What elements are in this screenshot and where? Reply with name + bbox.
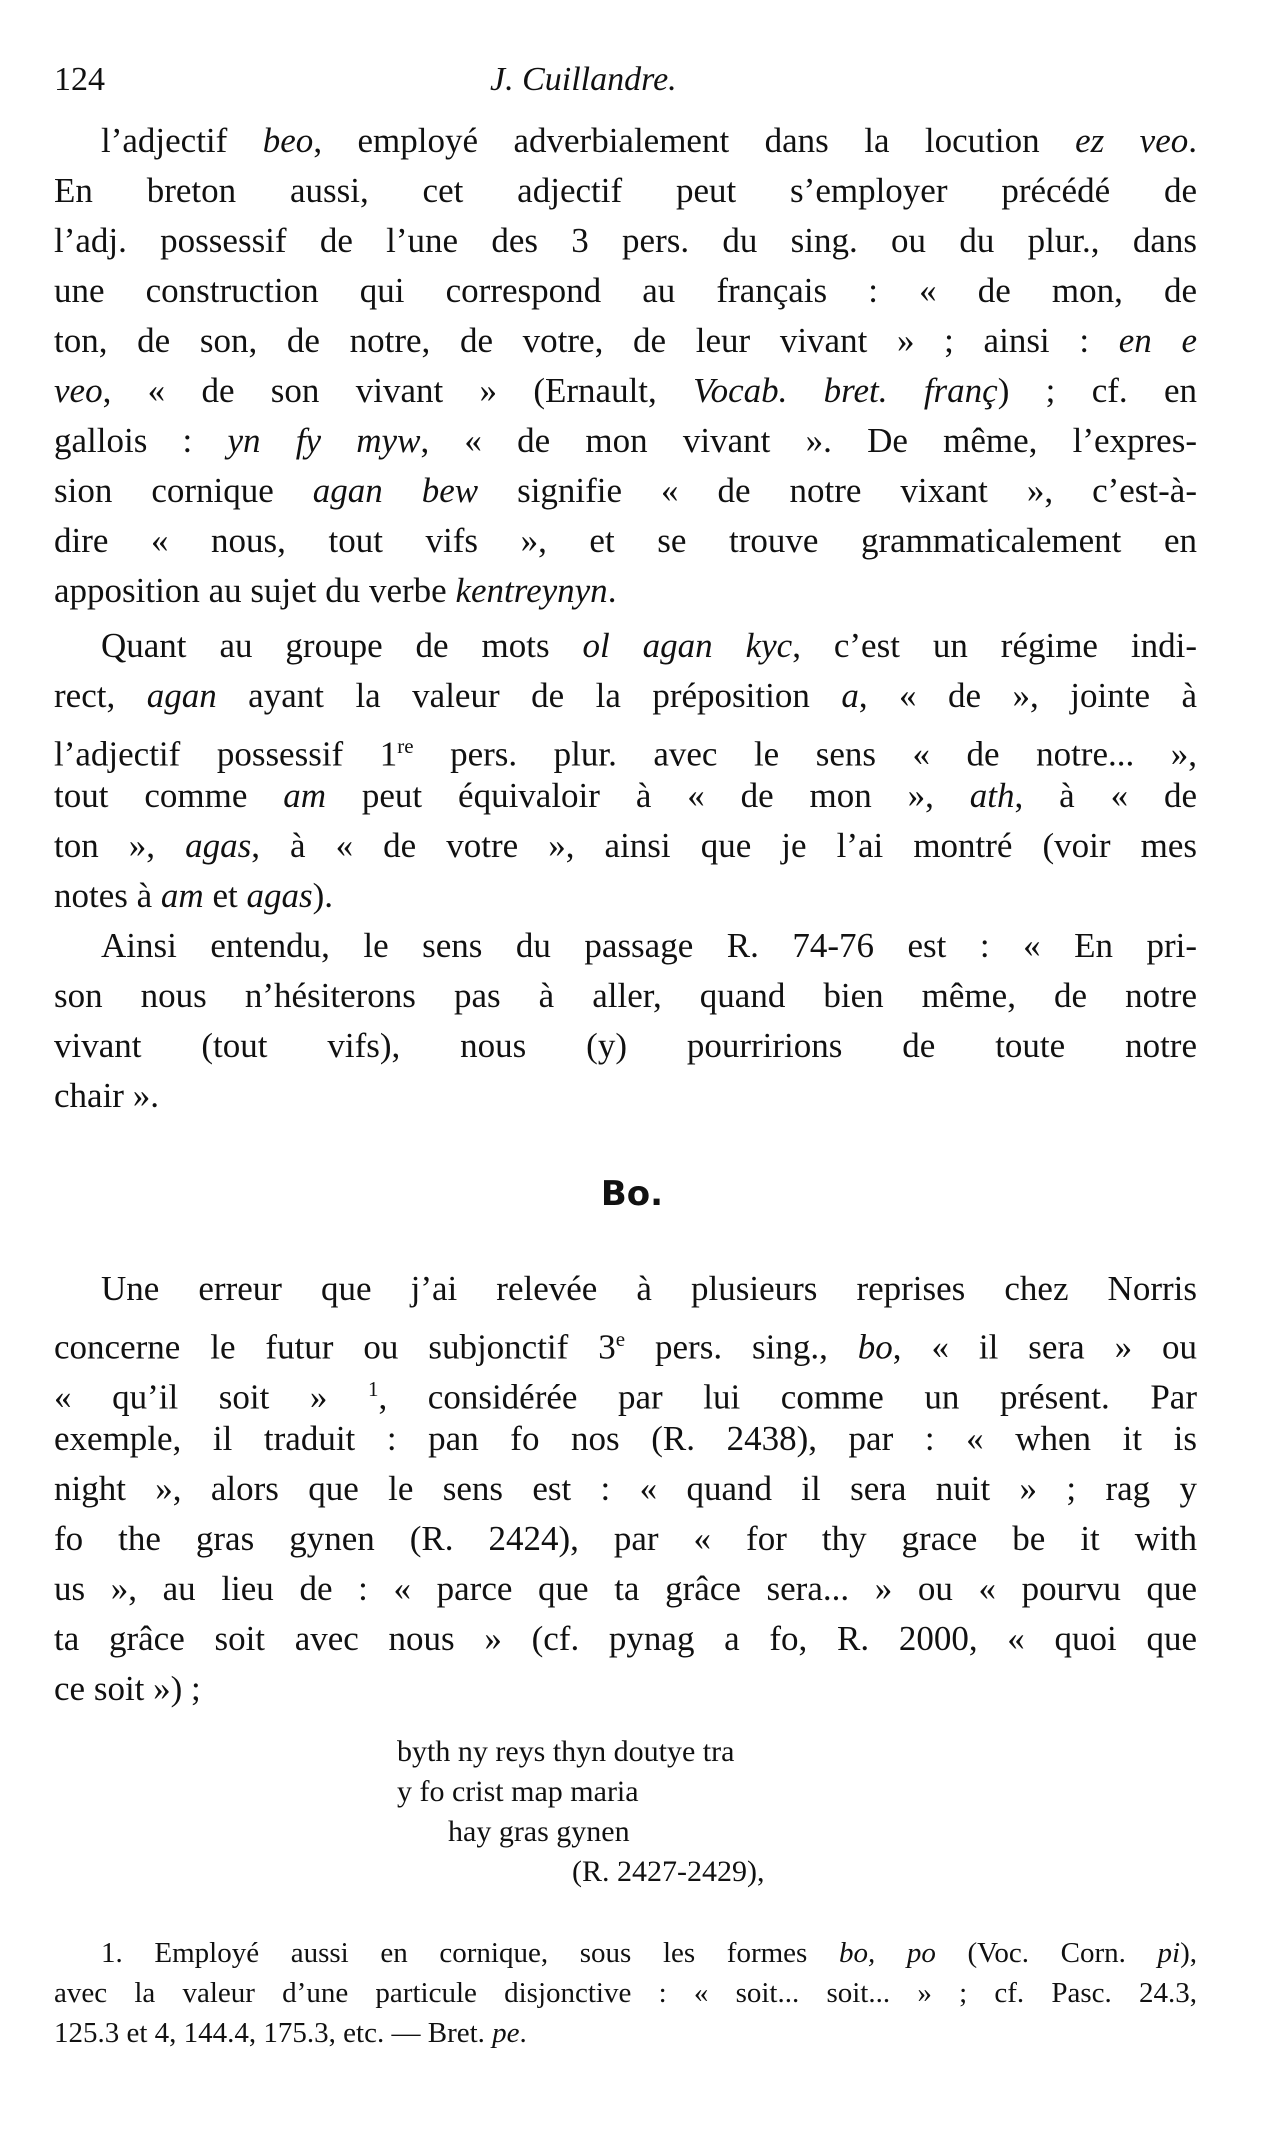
text-run: ce soit ») ; (54, 1669, 201, 1708)
text-line (54, 674, 1197, 718)
text-run: ). (312, 876, 333, 915)
text-line (54, 1667, 1197, 1711)
italic-text: agas (185, 826, 252, 865)
text-run: 1. Employé aussi en cornique, sous les formes (101, 1937, 839, 1969)
text-line (54, 519, 1197, 563)
text-run: ayant la valeur de la préposition (216, 676, 842, 715)
text-line (54, 1367, 1197, 1417)
text-run: tout comme (54, 776, 284, 815)
text-run: signifie « de notre vixant », c’est-à- (478, 471, 1197, 510)
text-line (54, 1567, 1197, 1611)
italic-text: bo (857, 1327, 893, 1367)
text-run: chair ». (54, 1076, 159, 1115)
text-run: apposition au sujet du verbe (54, 571, 456, 610)
text-line (54, 1517, 1197, 1561)
text-line (54, 1971, 1197, 2015)
text-run: , à « de votre », ainsi que je l’ai montré (voir mes (251, 826, 1197, 865)
text-line (101, 624, 1197, 668)
text-run: pers. sing., (625, 1327, 858, 1367)
italic-text: ath (969, 776, 1015, 815)
text-run: , « il sera » ou (892, 1327, 1198, 1367)
italic-text: Vocab. bret. franç (693, 371, 998, 410)
verse-line: byth ny reys thyn doutye tra (397, 1735, 735, 1768)
text-run: notes à (54, 876, 161, 915)
text-run: ) ; cf. en (997, 371, 1197, 410)
page-number: 124 (54, 61, 105, 98)
text-run: concerne le futur ou subjonctif 3 (54, 1327, 616, 1367)
italic-text: yn fy myw (227, 421, 421, 460)
text-run: pers. plur. avec le sens « de notre... », (413, 734, 1197, 774)
text-line (54, 469, 1197, 513)
italic-text: ez veo (1075, 121, 1189, 160)
text-run: ton », (54, 826, 186, 865)
text-line (101, 924, 1197, 968)
text-run: us », au lieu de : « parce que ta grâce sera... » ou « pourvu que (54, 1569, 1197, 1608)
italic-text: am (283, 776, 327, 815)
italic-text: a (841, 676, 859, 715)
text-run: l’adj. possessif de l’une des 3 pers. du sing. ou du plur., dans (54, 221, 1197, 260)
italic-text: agan bew (312, 471, 479, 510)
text-line (54, 419, 1197, 463)
running-head: J. Cuillandre. (490, 61, 677, 98)
verse-line: (R. 2427-2429), (572, 1855, 765, 1888)
italic-text: en e (1118, 321, 1197, 360)
text-line (54, 2011, 1197, 2055)
text-run: l’adjectif possessif 1 (54, 734, 398, 774)
text-run: Une erreur que j’ai relevée à plusieurs reprises chez Norris (101, 1269, 1197, 1308)
text-run: une construction qui correspond au français : « de mon, de (54, 271, 1197, 310)
text-run: Ainsi entendu, le sens du passage R. 74-76 est : « En pri- (101, 926, 1197, 965)
text-run: night », alors que le sens est : « quand il sera nuit » ; rag y (54, 1469, 1197, 1508)
text-run: . (1188, 121, 1197, 160)
text-run: « qu’il soit » (54, 1377, 368, 1417)
text-run: (Voc. Corn. (935, 1937, 1158, 1969)
italic-text: am (160, 876, 204, 915)
text-line (54, 319, 1197, 363)
text-line (54, 1617, 1197, 1661)
text-run: En breton aussi, cet adjectif peut s’employer précédé de (54, 171, 1197, 210)
italic-text: kentreynyn (455, 571, 608, 610)
text-run: 125.3 et 4, 144.4, 175.3, etc. — Bret. (54, 2017, 493, 2049)
text-run: vivant (tout vifs), nous (y) pourririons de toute notre (54, 1026, 1197, 1065)
text-run: ), (1180, 1937, 1197, 1969)
text-run: , considérée par lui comme un présent. Par (378, 1377, 1197, 1417)
text-run: fo the gras gynen (R. 2424), par « for thy grace be it with (54, 1519, 1197, 1558)
text-run: , « de mon vivant ». De même, l’expres- (420, 421, 1197, 460)
italic-text: agan (146, 676, 217, 715)
text-run: l’adjectif (101, 121, 263, 160)
text-run: . (607, 571, 617, 610)
text-run: , c’est un régime indi- (792, 626, 1197, 665)
text-line (54, 974, 1197, 1018)
italic-text: bo, po (838, 1937, 936, 1969)
verse-line: hay gras gynen (448, 1815, 630, 1848)
text-line (54, 369, 1197, 413)
text-line (101, 1267, 1197, 1311)
text-run: . (519, 2017, 527, 2049)
text-run: son nous n’hésiterons pas à aller, quand bien même, de notre (54, 976, 1197, 1015)
text-run: , « de », jointe à (858, 676, 1198, 715)
text-line (54, 219, 1197, 263)
verse-line: y fo crist map maria (397, 1775, 639, 1808)
text-line (54, 569, 1197, 613)
text-line (54, 724, 1197, 774)
text-line (54, 1417, 1197, 1461)
text-line (54, 874, 1197, 918)
section-title: Bo. (600, 1174, 664, 1214)
text-line (54, 824, 1197, 868)
italic-text: pi (1157, 1937, 1181, 1969)
text-run: ton, de son, de notre, de votre, de leur vivant » ; ainsi : (54, 321, 1119, 360)
italic-text: beo (262, 121, 314, 160)
italic-text: veo (54, 371, 103, 410)
text-run: exemple, il traduit : pan fo nos (R. 2438), par : « when it is (54, 1419, 1197, 1458)
superscript: e (615, 1327, 626, 1351)
text-run: avec la valeur d’une particule disjonctive : « soit... soit... » ; cf. Pasc. 24.3, (54, 1977, 1197, 2009)
text-run: peut équivaloir à « de mon », (326, 776, 970, 815)
text-line (54, 1074, 1197, 1118)
italic-text: agas (246, 876, 313, 915)
text-line (54, 169, 1197, 213)
superscript: 1 (367, 1377, 379, 1401)
text-run: , employé adverbialement dans la locution (313, 121, 1076, 160)
text-run: , « de son vivant » (Ernault, (102, 371, 694, 410)
text-line (54, 774, 1197, 818)
text-line (54, 1024, 1197, 1068)
text-run: rect, (54, 676, 147, 715)
text-run: dire « nous, tout vifs », et se trouve grammaticalement en (54, 521, 1197, 560)
text-line (101, 119, 1197, 163)
italic-text: pe (492, 2017, 520, 2049)
text-run: ta grâce soit avec nous » (cf. pynag a fo, R. 2000, « quoi que (54, 1619, 1197, 1658)
text-line (54, 269, 1197, 313)
text-run: , à « de (1014, 776, 1198, 815)
text-run: gallois : (54, 421, 228, 460)
superscript: re (397, 734, 414, 758)
text-line (54, 1467, 1197, 1511)
italic-text: ol agan kyc (582, 626, 793, 665)
text-run: sion cornique (54, 471, 313, 510)
text-line (54, 1317, 1198, 1367)
text-line (101, 1931, 1197, 1975)
text-run: et (203, 876, 247, 915)
text-run: Quant au groupe de mots (101, 626, 583, 665)
